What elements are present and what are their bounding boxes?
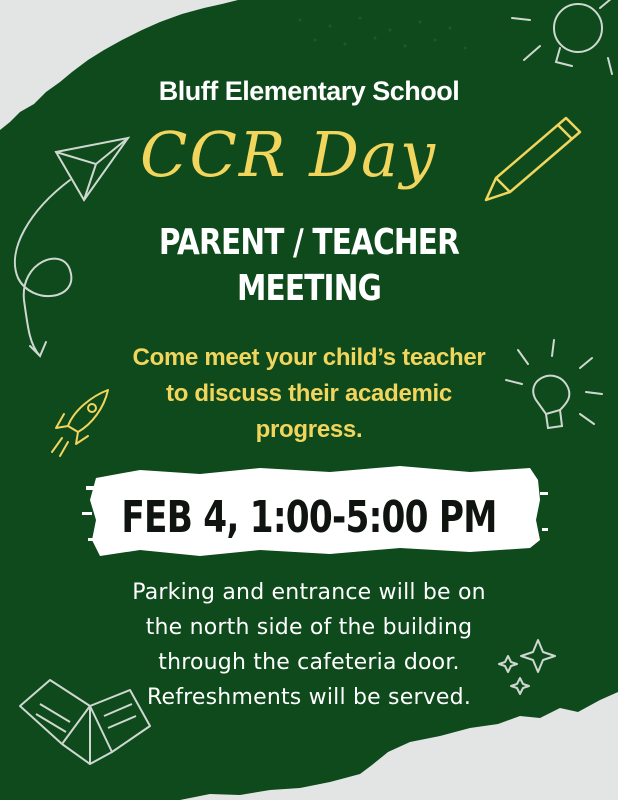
subtitle-line-2: MEETING <box>236 268 382 309</box>
intro-text <box>0 340 618 448</box>
detail-line: through the cafeteria door. <box>158 650 460 675</box>
intro-line: Come meet your child’s teacher <box>132 344 486 371</box>
school-name: Bluff Elementary School <box>158 76 460 106</box>
details-text <box>0 575 618 715</box>
detail-line: Refreshments will be served. <box>146 685 472 710</box>
intro-line: progress. <box>255 416 363 443</box>
subtitle-line-1: PARENT / TEACHER <box>158 222 460 263</box>
detail-line: Parking and entrance will be on <box>132 580 486 605</box>
detail-line: the north side of the building <box>145 615 473 640</box>
intro-line: to discuss their academic <box>166 380 452 407</box>
event-title: CCR Day <box>140 118 437 191</box>
event-date-time: FEB 4, 1:00-5:00 PM <box>121 492 497 543</box>
